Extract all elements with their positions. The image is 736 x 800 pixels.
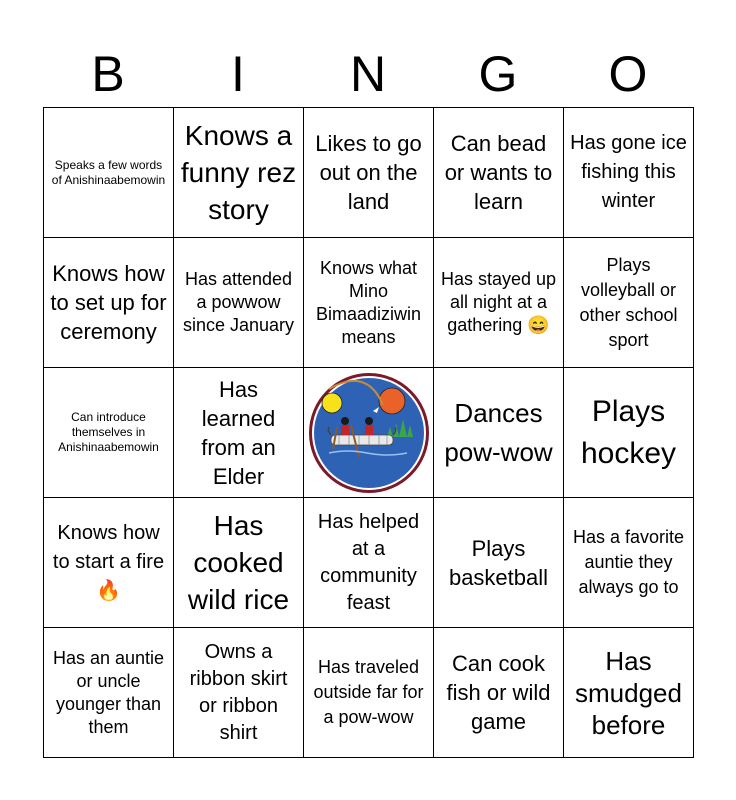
header-letter-i: I <box>231 46 245 102</box>
cell-text: Can cook fish or wild game <box>446 651 551 734</box>
cell-text: Knows how to set up for ceremony <box>50 261 167 344</box>
cell-text: Speaks a few words of Anishinaabemowin <box>51 157 166 187</box>
bingo-cell[interactable] <box>44 498 174 628</box>
cell-text: Has learned from an Elder <box>201 376 276 489</box>
canoe-logo-icon <box>307 371 431 495</box>
cell-text: Has helped at a community feast <box>317 510 420 614</box>
cell-text: Has stayed up all night at a gathering 😄 <box>440 269 557 335</box>
cell-text: Has attended a powwow since January <box>182 269 295 335</box>
bingo-cell[interactable] <box>44 238 174 368</box>
cell-text: Owns a ribbon skirt or ribbon shirt <box>189 640 288 744</box>
cell-text: Dances pow-wow <box>444 397 553 467</box>
header-letter-g: G <box>478 46 518 102</box>
bingo-cell[interactable] <box>174 238 304 368</box>
bingo-cell[interactable] <box>434 238 564 368</box>
cell-text: Has cooked wild rice <box>187 510 290 615</box>
bingo-board <box>43 107 694 758</box>
cell-text: Can bead or wants to learn <box>444 131 553 214</box>
bingo-cell[interactable] <box>304 628 434 758</box>
cell-text: Has gone ice fishing this winter <box>570 132 687 212</box>
bingo-cell[interactable] <box>174 628 304 758</box>
cell-text: Plays basketball <box>448 535 549 590</box>
bingo-cell[interactable] <box>174 368 304 498</box>
header-letter-n: N <box>349 46 387 102</box>
bingo-cell[interactable] <box>304 238 434 368</box>
cell-text: Knows how to start a fire 🔥 <box>52 522 165 602</box>
bingo-cell[interactable] <box>564 628 694 758</box>
bingo-cell[interactable] <box>174 108 304 238</box>
bingo-cell[interactable] <box>304 498 434 628</box>
bingo-cell[interactable] <box>174 498 304 628</box>
bingo-header <box>43 40 693 108</box>
bingo-cell[interactable] <box>44 628 174 758</box>
cell-text: Can introduce themselves in Anishinaabemowin <box>58 410 159 454</box>
free-space[interactable] <box>304 368 434 498</box>
cell-text: Has smudged before <box>575 645 682 740</box>
bingo-cell[interactable] <box>434 498 564 628</box>
cell-text: Knows a funny rez story <box>180 120 297 225</box>
bingo-cell[interactable] <box>434 628 564 758</box>
cell-text: Has traveled outside far for a pow-wow <box>313 657 424 727</box>
cell-text: Has a favorite auntie they always go to <box>572 527 685 597</box>
cell-text: Plays volleyball or other school sport <box>579 254 678 350</box>
bingo-cell[interactable] <box>434 368 564 498</box>
bingo-cell[interactable] <box>434 108 564 238</box>
cell-text: Knows what Mino Bimaadiziwin means <box>315 257 422 347</box>
bingo-cell[interactable] <box>564 108 694 238</box>
bingo-cell[interactable] <box>44 368 174 498</box>
bingo-cell[interactable] <box>44 108 174 238</box>
header-letter-o: O <box>608 46 648 102</box>
cell-text: Plays hockey <box>580 394 677 470</box>
cell-text: Likes to go out on the land <box>315 131 422 214</box>
header-letter-b: B <box>91 46 125 102</box>
bingo-cell[interactable] <box>564 238 694 368</box>
cell-text: Has an auntie or uncle younger than them <box>52 647 165 737</box>
bingo-cell[interactable] <box>564 498 694 628</box>
bingo-cell[interactable] <box>304 108 434 238</box>
bingo-cell[interactable] <box>564 368 694 498</box>
